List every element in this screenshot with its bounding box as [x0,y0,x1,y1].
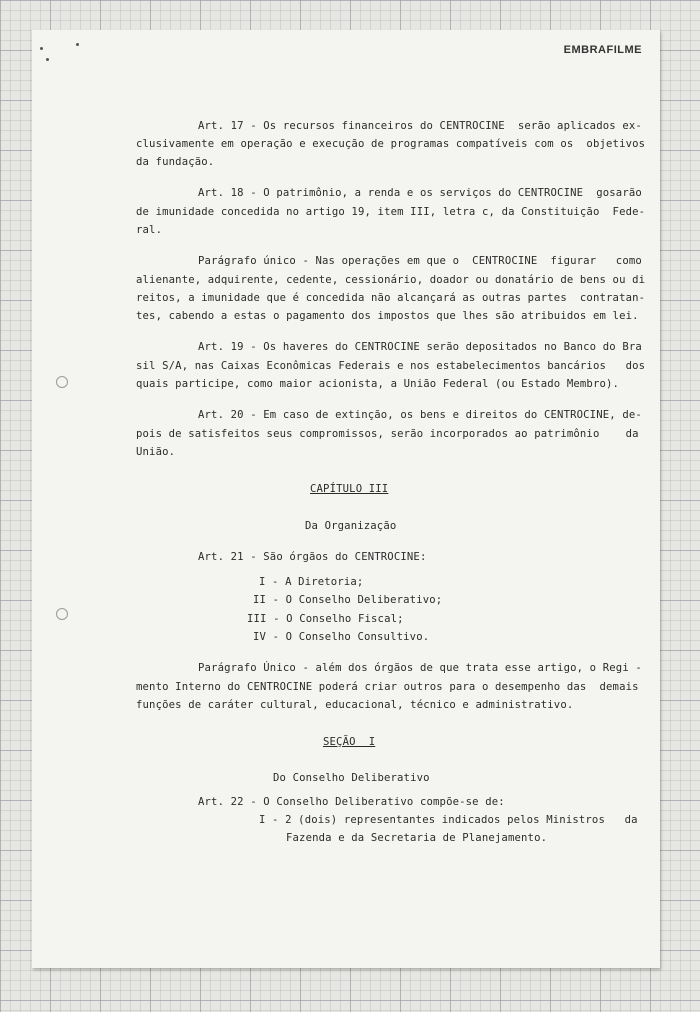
text-line: Parágrafo Único - além dos órgãos de que trata esse artigo, o Regi - [198,662,642,674]
text-line: reitos, a imunidade que é concedida não alcançará as outras partes contratan- [136,292,646,304]
text-line: mento Interno do CENTROCINE poderá criar outros para o desempenho das demais [136,681,639,693]
section-heading: SEÇÃO I [323,736,376,748]
list-item: Fazenda e da Secretaria de Planejamento. [286,832,548,844]
text-line: sil S/A, nas Caixas Econômicas Federais e nos estabelecimentos bancários dos [136,360,646,372]
text-line: da fundação. [136,156,215,168]
punch-mark [40,47,43,50]
text-line: Art. 21 - São órgãos do CENTROCINE: [198,551,427,563]
text-line: funções de caráter cultural, educacional, técnico e administrativo. [136,699,574,711]
text-line: Parágrafo único - Nas operações em que o CENTROCINE figurar como [198,255,642,267]
text-line: pois de satisfeitos seus compromissos, serão incorporados ao patrimônio da [136,428,639,440]
chapter-subtitle: Da Organização [305,520,397,532]
list-item: I - A Diretoria; [259,576,364,588]
text-line: de imunidade concedida no artigo 19, item III, letra c, da Constituição Fede- [136,206,646,218]
list-item: I - 2 (dois) representantes indicados pelos Ministros da [259,814,638,826]
text-line: clusivamente em operação e execução de programas compatíveis com os objetivos [136,138,646,150]
punch-mark [76,43,79,46]
text-line: Art. 19 - Os haveres do CENTROCINE serão depositados no Banco do Bra [198,341,642,353]
section-subtitle: Do Conselho Deliberativo [273,772,430,784]
text-line: Art. 17 - Os recursos financeiros do CENTROCINE serão aplicados ex- [198,120,642,132]
text-line: tes, cabendo a estas o pagamento dos impostos que lhes são atribuidos em lei. [136,310,639,322]
binder-hole [56,376,68,388]
text-line: Art. 18 - O patrimônio, a renda e os serviços do CENTROCINE gosarão [198,187,642,199]
list-item: IV - O Conselho Consultivo. [253,631,430,643]
text-line: ral. [136,224,163,236]
text-line: quais participe, como maior acionista, a União Federal (ou Estado Membro). [136,378,620,390]
text-line: Art. 22 - O Conselho Deliberativo compõe-se de: [198,796,505,808]
text-line: alienante, adquirente, cedente, cessionário, doador ou donatário de bens ou di [136,274,646,286]
text-line: União. [136,446,176,458]
punch-mark [46,58,49,61]
document-page [32,30,660,968]
text-line: Art. 20 - Em caso de extinção, os bens e direitos do CENTROCINE, de- [198,409,642,421]
list-item: II - O Conselho Deliberativo; [253,594,443,606]
chapter-heading: CAPÍTULO III [310,483,389,495]
binder-hole [56,608,68,620]
letterhead-brand: EMBRAFILME [563,44,642,56]
list-item: III - O Conselho Fiscal; [247,613,404,625]
